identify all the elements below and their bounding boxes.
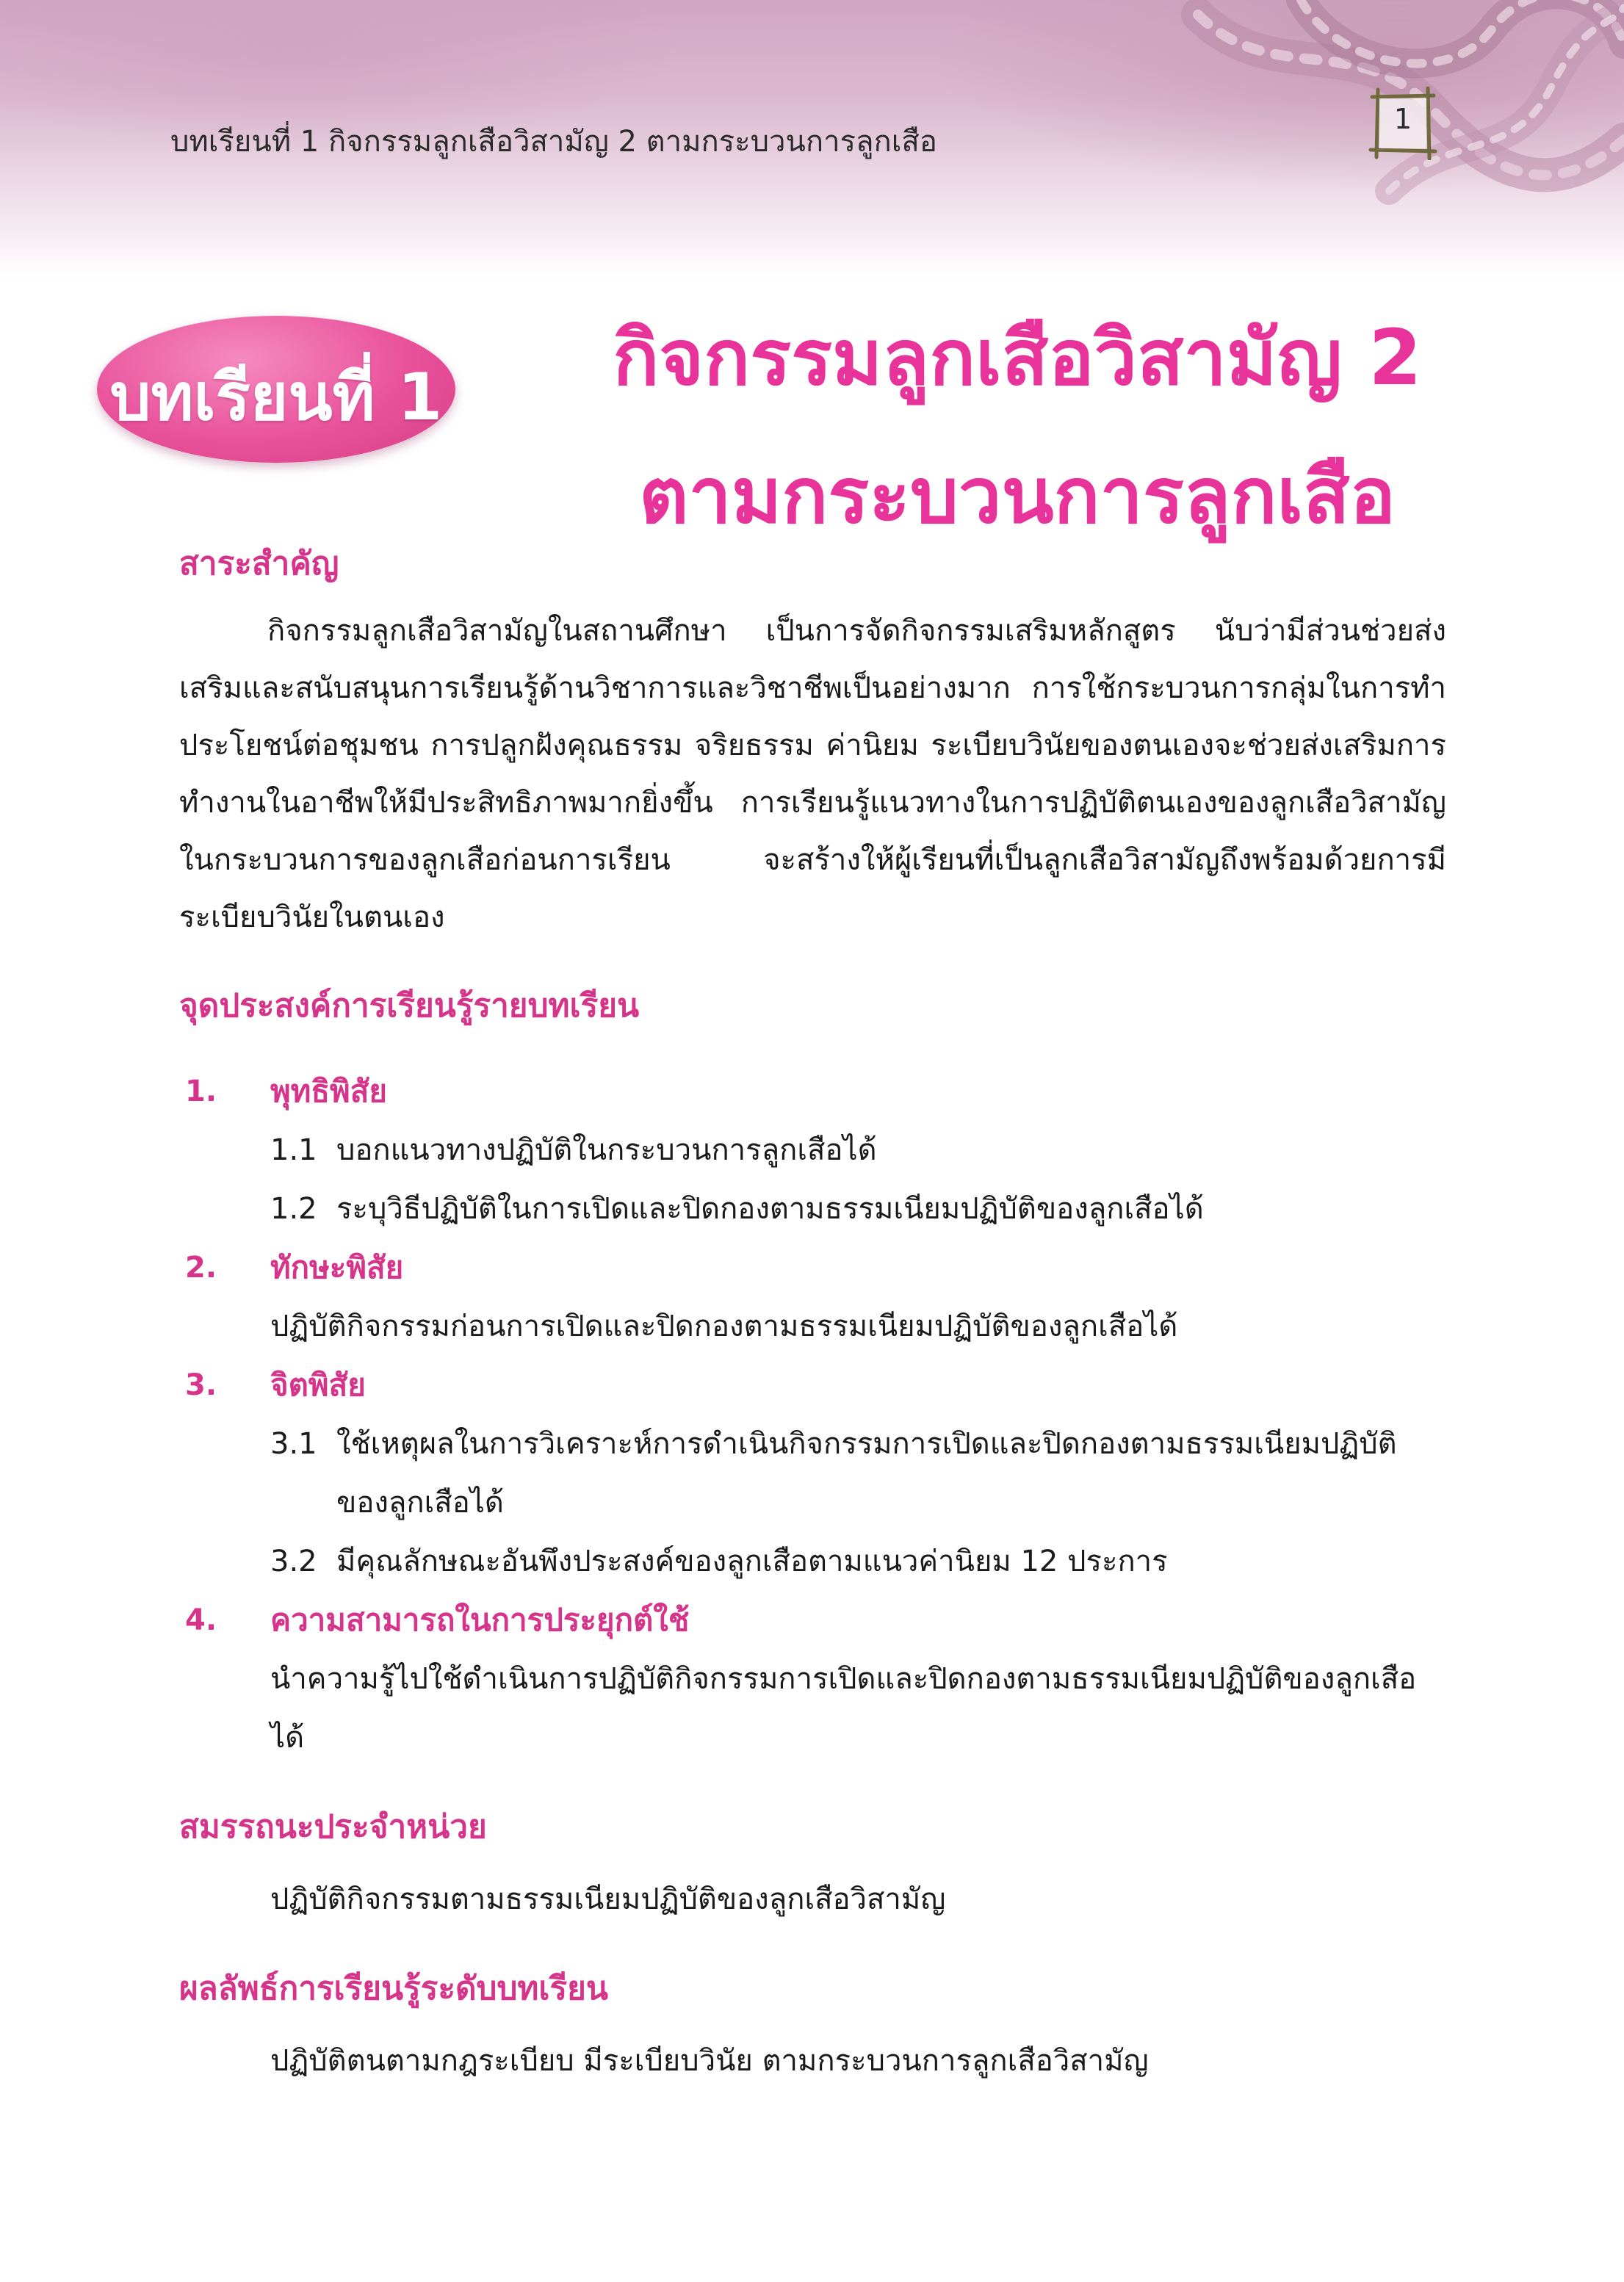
sub-item-number: 1.2: [270, 1192, 317, 1226]
chapter-title-line-1: กิจกรรมลูกเสือวิสามัญ 2: [613, 313, 1422, 402]
objective-item: [179, 1062, 1446, 1238]
essence-paragraph: กิจกรรมลูกเสือวิสามัญในสถานศึกษา เป็นการจัดกิจกรรมเสริมหลักสูตร นับว่ามีส่วนช่วยส่งเสริมและสนับสนุนการเรียนรู้ด้านวิชาการและวิชาชีพเป็นอย่างมาก การใช้กระบวนการกลุ่มในการทำประโยชน์ต่อชุมชน การปลูกฝังคุณธรรม จริยธรรม ค่านิยม ระเบียบวินัยของตนเองจะช่วยส่งเสริมการทำงานในอาชีพให้มีประสิทธิภาพมากยิ่งขึ้น การเรียนรู้แนวทางในการปฏิบัติตนเองของลูกเสือวิสามัญในกระบวนการของลูกเสือก่อนการเรียน จะสร้างให้ผู้เรียนที่เป็นลูกเสือวิสามัญถึงพร้อมด้วยการมีระเบียบวินัยในตนเอง: [179, 614, 1446, 934]
objective-title: ความสามารถในการประยุกต์ใช้: [270, 1602, 690, 1638]
running-header-title: บทเรียนที่ 1 กิจกรรมลูกเสือวิสามัญ 2 ตามกระบวนการลูกเสือ: [170, 125, 937, 159]
chapter-badge: [97, 316, 455, 463]
objective-text: นำความรู้ไปใช้ดำเนินการปฏิบัติกิจกรรมการเปิดและปิดกองตามธรรมเนียมปฏิบัติของลูกเสือได้: [270, 1662, 1417, 1755]
objective-text: ปฏิบัติกิจกรรมก่อนการเปิดและปิดกองตามธรรมเนียมปฏิบัติของลูกเสือได้: [270, 1310, 1178, 1343]
competency-heading: สมรรถนะประจำหน่วย: [179, 1808, 487, 1846]
outcome-heading: ผลลัพธ์การเรียนรู้ระดับบทเรียน: [179, 1970, 608, 2007]
objective-item: [179, 1356, 1446, 1591]
chapter-title-line-2: ตามกระบวนการลูกเสือ: [638, 451, 1396, 541]
sub-item-number: 3.2: [270, 1545, 317, 1578]
sub-item-text: มีคุณลักษณะอันพึงประสงค์ของลูกเสือตามแนวค่านิยม 12 ประการ: [336, 1545, 1168, 1578]
sub-item-number: 1.1: [270, 1133, 317, 1167]
sub-item-text: ระบุวิธีปฏิบัติในการเปิดและปิดกองตามธรรมเนียมปฏิบัติของลูกเสือได้: [336, 1192, 1204, 1226]
objective-number: 3.: [185, 1368, 217, 1402]
objective-title: จิตพิสัย: [270, 1367, 366, 1403]
outcome-text: ปฏิบัติตนตามกฎระเบียบ มีระเบียบวินัย ตามกระบวนการลูกเสือวิสามัญ: [270, 2044, 1149, 2078]
objective-number: 2.: [185, 1251, 217, 1285]
page-number: 1: [1393, 103, 1412, 135]
sub-item-number: 3.1: [270, 1427, 317, 1461]
objective-title: ทักษะพิสัย: [270, 1249, 404, 1285]
header-banner: [0, 0, 1624, 279]
objective-sub-item: [270, 1415, 1446, 1532]
objectives-list: [179, 1062, 1446, 1767]
lesson-content: [179, 536, 1446, 2090]
sub-item-text: บอกแนวทางปฏิบัติในกระบวนการลูกเสือได้: [336, 1133, 877, 1167]
objective-sub-item: [270, 1532, 1446, 1591]
objective-item: [179, 1238, 1446, 1356]
objective-number: 1.: [185, 1075, 217, 1108]
objective-title: พุทธิพิสัย: [270, 1073, 387, 1109]
essence-heading: สาระสำคัญ: [179, 545, 339, 582]
competency-text: ปฏิบัติกิจกรรมตามธรรมเนียมปฏิบัติของลูกเสือวิสามัญ: [270, 1882, 946, 1916]
objective-sub-item: [270, 1121, 1446, 1180]
chapter-badge-label: บทเรียนที่ 1: [109, 359, 443, 435]
objective-sub-item: [270, 1180, 1446, 1238]
objectives-heading: จุดประสงค์การเรียนรู้รายบทเรียน: [179, 987, 640, 1025]
sub-item-text: ใช้เหตุผลในการวิเคราะห์การดำเนินกิจกรรมการเปิดและปิดกองตามธรรมเนียมปฏิบัติของลูกเสือได้: [336, 1427, 1397, 1520]
objective-number: 4.: [185, 1603, 217, 1637]
page-number-frame: [1368, 87, 1438, 160]
objective-item: [179, 1591, 1446, 1767]
